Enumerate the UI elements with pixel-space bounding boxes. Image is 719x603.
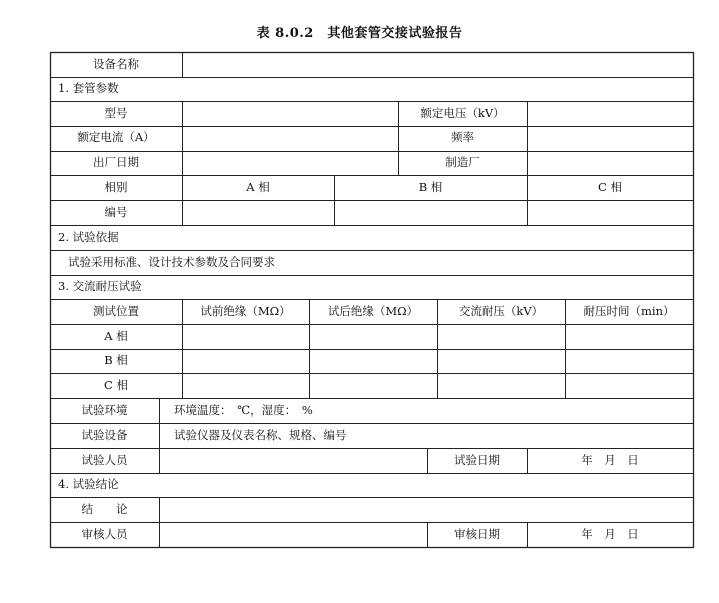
equipment-name-field[interactable] xyxy=(183,53,693,77)
equipment-name-label: 设备名称 xyxy=(93,57,139,71)
reviewer-label: 审核人员 xyxy=(81,527,128,541)
document-title: 表 8.0.2 其他套管交接试验报告 xyxy=(256,26,463,41)
test-personnel-label: 试验人员 xyxy=(81,453,128,467)
col-withstand-time: 耐压时间（min） xyxy=(583,304,675,318)
rated-current-field[interactable] xyxy=(183,127,398,151)
phase-b-header: B 相 xyxy=(418,180,443,194)
review-date-value[interactable]: 年 月 日 xyxy=(581,527,639,541)
manufacture-date-label: 出厂日期 xyxy=(93,155,139,169)
serial-a-field[interactable] xyxy=(183,201,334,225)
phase-c-header: C 相 xyxy=(598,180,622,194)
conclusion-label: 结 论 xyxy=(81,502,128,516)
test-date-label: 试验日期 xyxy=(454,453,500,467)
test-personnel-field[interactable] xyxy=(160,449,427,473)
col-test-position: 测试位置 xyxy=(93,304,139,318)
model-label: 型号 xyxy=(104,106,128,120)
row-phase-a: A 相 xyxy=(104,329,128,343)
phase-a-header: A 相 xyxy=(246,180,270,194)
col-ac-withstand: 交流耐压（kV） xyxy=(458,304,544,318)
section1-heading: 1. 套管参数 xyxy=(58,81,119,95)
col-post-insulation: 试后绝缘（MΩ） xyxy=(327,304,419,318)
reviewer-field[interactable] xyxy=(160,523,427,547)
rated-current-label: 额定电流（A） xyxy=(77,130,155,144)
frequency-field[interactable] xyxy=(528,127,693,151)
test-equipment-text: 试验仪器及仪表名称、规格、编号 xyxy=(174,428,347,442)
test-equipment-label: 试验设备 xyxy=(81,428,128,442)
rated-voltage-label: 额定电压（kV） xyxy=(420,106,505,120)
section3-heading: 3. 交流耐压试验 xyxy=(58,279,142,293)
rated-voltage-field[interactable] xyxy=(528,102,693,126)
manufacturer-label: 制造厂 xyxy=(445,155,480,169)
row-phase-c: C 相 xyxy=(104,378,128,392)
row-phase-b: B 相 xyxy=(104,353,128,367)
test-date-value[interactable]: 年 月 日 xyxy=(581,453,639,467)
section4-heading: 4. 试验结论 xyxy=(58,477,119,491)
manufacturer-field[interactable] xyxy=(528,152,693,175)
review-date-label: 审核日期 xyxy=(454,527,500,541)
serial-label: 编号 xyxy=(104,205,128,219)
test-environment-text: 环境温度： ℃，湿度： % xyxy=(174,403,313,417)
serial-b-field[interactable] xyxy=(335,201,527,225)
col-pre-insulation: 试前绝缘（MΩ） xyxy=(200,304,291,318)
serial-c-field[interactable] xyxy=(528,201,693,225)
test-basis-text: 试验采用标准、设计技术参数及合同要求 xyxy=(68,255,275,269)
test-environment-label: 试验环境 xyxy=(81,403,128,417)
model-field[interactable] xyxy=(183,102,398,126)
phase-label: 相别 xyxy=(104,180,128,194)
conclusion-field[interactable] xyxy=(160,498,693,522)
frequency-label: 频率 xyxy=(451,130,474,144)
manufacture-date-field[interactable] xyxy=(183,152,398,175)
section2-heading: 2. 试验依据 xyxy=(58,230,119,244)
